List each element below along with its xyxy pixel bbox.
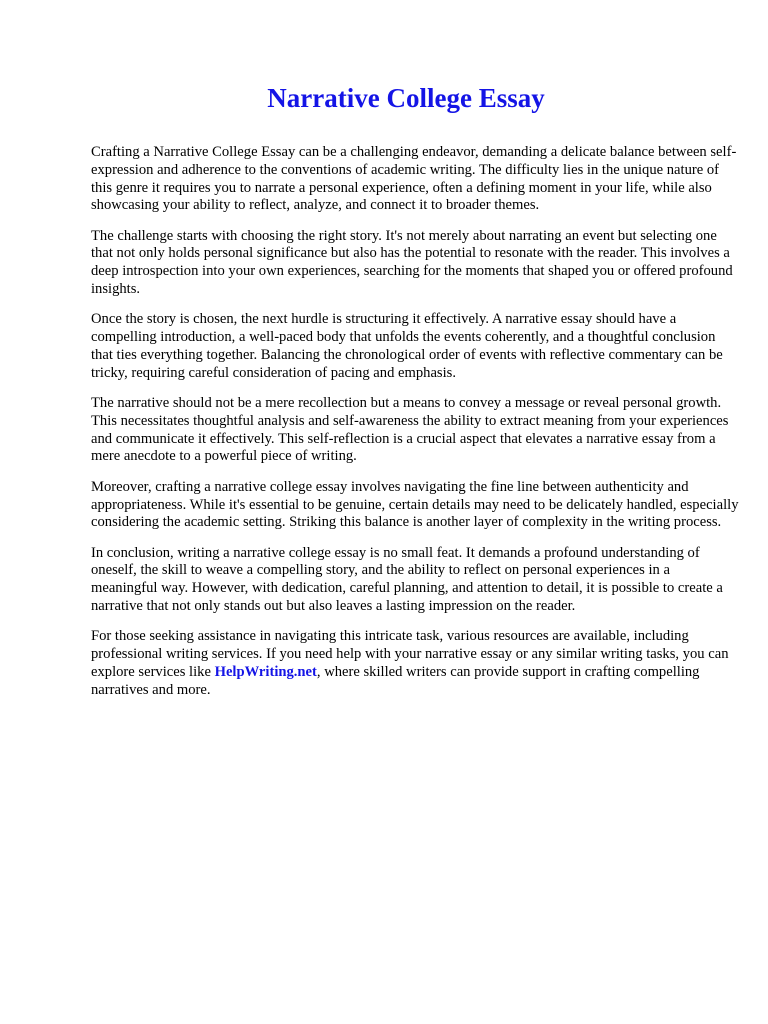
paragraph-reflection: The narrative should not be a mere recollection but a means to convey a message or reveal personal growth. This necessitates thoughtful analysis and self-awareness the ability to extract meaning from your experiences and communicate it effectively. This self-reflection is a crucial aspect that elevates a narrative essay from a mere anecdote to a powerful piece of writing. xyxy=(91,395,729,465)
paragraph-intro: Crafting a Narrative College Essay can be a challenging endeavor, demanding a delicate balance between self-expression and adherence to the conventions of academic writing. The difficulty lies in the unique nature of this genre it requires you to narrate a personal experience, often a defining moment in your life, while also showcasing your ability to reflect, analyze, and connect it to broader themes. xyxy=(91,144,737,214)
paragraph-resources xyxy=(91,628,739,699)
document-title: Narrative College Essay xyxy=(267,83,545,113)
resources-text-after-link: , where skilled writers can provide support in crafting compelling narratives and more. xyxy=(91,663,700,698)
paragraph-choosing-story: The challenge starts with choosing the right story. It's not merely about narrating an event but selecting one that not only holds personal significance but also has the potential to resonate with the reader. This involves a deep introspection into your own experiences, searching for the moments that shaped you or offered profound insights. xyxy=(91,227,733,298)
paragraph-conclusion: In conclusion, writing a narrative college essay is no small feat. It demands a profound understanding of oneself, the skill to weave a compelling story, and the ability to reflect on personal experiences in a meaningful way. However, with dedication, careful planning, and attention to detail, it is possible to create a narrative that not only stands out but also leaves a lasting impression on the reader. xyxy=(91,544,723,615)
document-body xyxy=(91,144,739,712)
paragraph-structuring: Once the story is chosen, the next hurdle is structuring it effectively. A narrative essay should have a compelling introduction, a well-paced body that unfolds the events coherently, and a thoughtful conclusion that ties everything together. Balancing the chronological order of events with reflective commentary can be tricky, requiring careful consideration of pacing and emphasis. xyxy=(91,311,723,381)
helpwriting-link[interactable]: HelpWriting.net xyxy=(214,663,317,680)
resources-text-before-link: For those seeking assistance in navigating this intricate task, various resources are available, including professional writing services. If you need help with your narrative essay or any similar writing tasks, you can explore services like xyxy=(91,628,729,680)
paragraph-authenticity: Moreover, crafting a narrative college essay involves navigating the fine line between authenticity and appropriateness. While it's essential to be genuine, certain details may need to be delicately handled, especially considering the academic setting. Striking this balance is another layer of complexity in the writing process. xyxy=(91,478,739,531)
